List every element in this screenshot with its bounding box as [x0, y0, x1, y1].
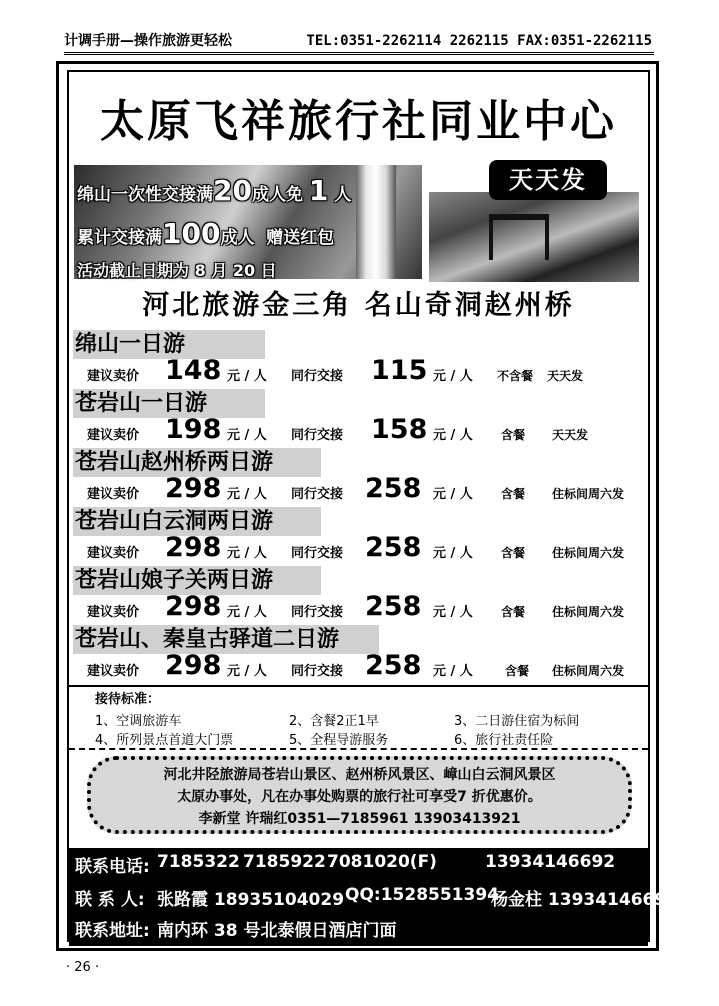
trade-price: 258: [365, 591, 422, 622]
trade-price: 115: [371, 355, 428, 386]
ad-line-1: 河北井陉旅游局苍岩山景区、赵州桥风景区、嶂山白云洞风景区: [163, 767, 556, 783]
tour-item: 苍岩山赵州桥两日游 建议卖价 298 元 / 人 同行交接 258 元 / 人 含餐 住标间周六发: [75, 450, 625, 504]
pavilion-photo: [429, 192, 639, 282]
trade-price: 258: [365, 473, 422, 504]
suggested-price: 298: [165, 591, 222, 622]
scenic-area-ad: [87, 756, 632, 834]
promo-line-1: 绵山一次性交接满20成人免 1 人: [77, 174, 352, 207]
tour-item: 苍岩山娘子关两日游 建议卖价 298 元 / 人 同行交接 258 元 / 人 含餐 住标间周六发: [75, 568, 625, 622]
standard-item: 4、所列景点首道大门票: [95, 733, 234, 748]
agency-title: 太原飞祥旅行社同业中心: [100, 96, 617, 147]
standards-title: 接待标准：: [95, 692, 161, 707]
page-header: [64, 30, 654, 55]
standard-item: 2、含餐2正1早: [289, 714, 379, 729]
tour-item: 苍岩山白云洞两日游 建议卖价 298 元 / 人 同行交接 258 元 / 人 含餐 住标间周六发: [75, 509, 625, 563]
suggested-price: 298: [165, 473, 222, 504]
tour-name: 苍岩山赵州桥两日游: [75, 450, 274, 475]
ad-line-2: 太原办事处，凡在办事处购票的旅行社可享受7 折优惠价。: [177, 789, 542, 805]
trade-price: 158: [371, 414, 428, 445]
pavilion-image: [489, 214, 549, 260]
standard-item: 6、旅行社责任险: [454, 733, 554, 748]
suggested-price: 298: [165, 532, 222, 563]
ad-line-3: 李新堂 许瑞红0351—7185961 13903413921: [198, 811, 521, 827]
dashed-divider: [69, 748, 648, 750]
tour-name: 苍岩山白云洞两日游: [75, 509, 274, 534]
promo-line-2: 累计交接满100成人 赠送红包: [77, 217, 335, 250]
promo-line-3: 活动截止日期为 8 月 20 日: [77, 261, 277, 280]
tour-name: 苍岩山一日游: [75, 391, 208, 416]
standard-item: 5、全程导游服务: [289, 733, 389, 748]
header-contact: TEL:0351-2262114 2262115 FAX:0351-2262115: [306, 33, 652, 49]
suggested-price: 198: [165, 414, 222, 445]
trade-price: 258: [365, 532, 422, 563]
suggested-price: 298: [165, 650, 222, 681]
tour-subtitle: 河北旅游金三角 名山奇洞赵州桥: [142, 290, 575, 321]
header-title: 计调手册—操作旅游更轻松: [64, 33, 232, 49]
waterfall-image: [356, 165, 396, 279]
tour-item: 绵山一日游 建议卖价 148 元 / 人 同行交接 115 元 / 人 不含餐 天天发: [75, 332, 584, 386]
section-divider: [69, 685, 648, 687]
tour-name: 苍岩山娘子关两日游: [75, 568, 274, 593]
standard-item: 1、空调旅游车: [95, 714, 182, 729]
tour-item: 苍岩山一日游 建议卖价 198 元 / 人 同行交接 158 元 / 人 含餐 天天发: [75, 391, 589, 445]
tour-name: 苍岩山、秦皇古驿道二日游: [75, 627, 340, 652]
standard-item: 3、二日游住宿为标间: [454, 714, 580, 729]
ad-page: [67, 70, 679, 942]
suggested-price: 148: [165, 355, 222, 386]
contact-block: 联系电话: 7185322 7185922 7081020(F) 13934146692 联 系 人: 张路霞 18935104029 QQ:1528551394 杨金柱 13934146692 联系地址: 南内环 38 号北泰假日酒店门面: [69, 848, 648, 946]
page-number: · 26 ·: [66, 960, 100, 975]
daily-departure-badge: 天天发: [489, 160, 607, 200]
tour-item: 苍岩山、秦皇古驿道二日游 建议卖价 298 元 / 人 同行交接 258 元 / 人 含餐 住标间周六发: [75, 627, 625, 681]
tour-name: 绵山一日游: [75, 332, 186, 357]
trade-price: 258: [365, 650, 422, 681]
